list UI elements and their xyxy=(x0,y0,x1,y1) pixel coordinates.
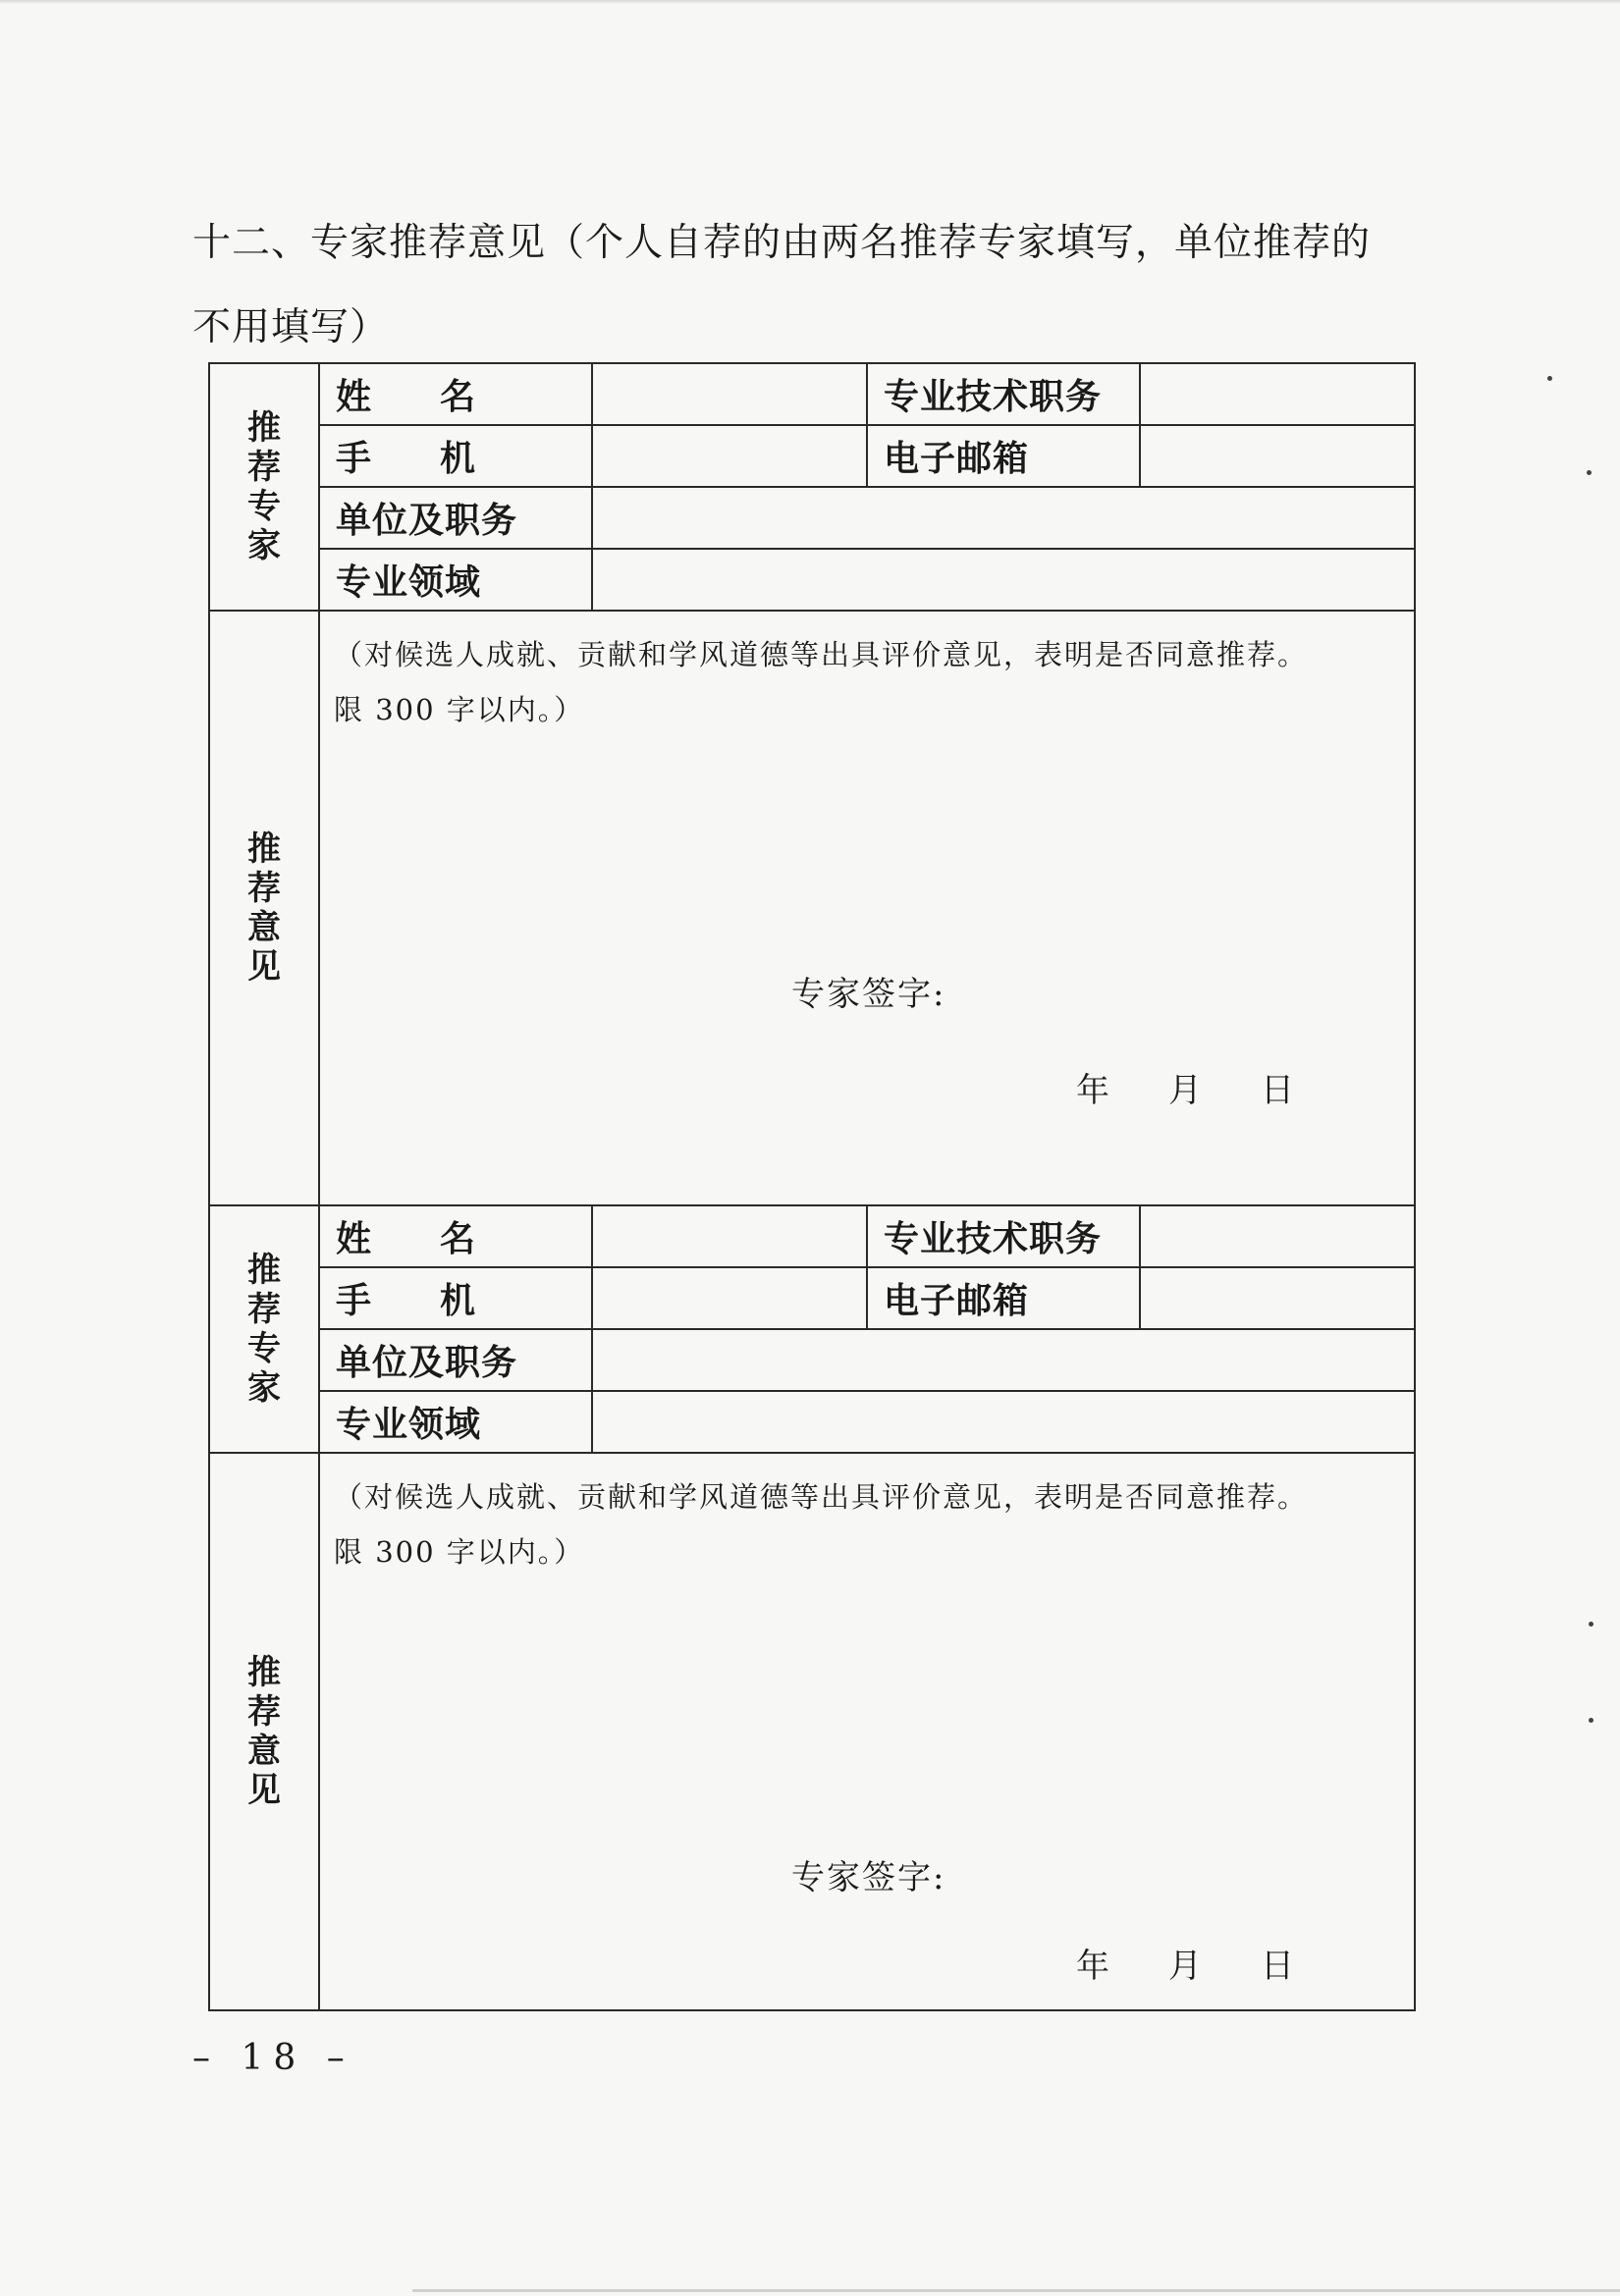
field-field[interactable] xyxy=(592,549,1415,611)
expert-label-cell xyxy=(209,1205,319,1453)
title-label: 专业技术职务 xyxy=(867,363,1140,425)
field-field[interactable] xyxy=(592,1391,1415,1453)
opinion-field[interactable] xyxy=(319,1453,1415,2010)
name-label: 姓名 xyxy=(319,363,592,425)
email-field[interactable] xyxy=(1140,425,1415,487)
month-label: 月 xyxy=(1168,1947,1202,1986)
phone-label: 手机 xyxy=(319,1267,592,1329)
phone-label: 手机 xyxy=(319,425,592,487)
day-label: 日 xyxy=(1261,1947,1294,1986)
unit-label: 单位及职务 xyxy=(319,487,592,549)
unit-field[interactable] xyxy=(592,487,1415,549)
field-label: 专业领域 xyxy=(319,1391,592,1453)
scan-speck xyxy=(1587,470,1592,475)
scan-speck xyxy=(1589,1718,1593,1723)
opinion-label-cell xyxy=(209,611,319,1205)
field-label: 专业领域 xyxy=(319,549,592,611)
signature-label: 专家签字: xyxy=(791,975,946,1014)
phone-field[interactable] xyxy=(592,1267,867,1329)
opinion-hint-line-2: 限 300 字以内。） xyxy=(334,1535,585,1569)
expert-label-cell xyxy=(209,363,319,611)
expert-label: 推荐专家 xyxy=(247,1251,281,1408)
section-heading xyxy=(192,201,1469,370)
name-field[interactable] xyxy=(592,1205,867,1267)
year-label: 年 xyxy=(1076,1071,1109,1110)
signature-label: 专家签字: xyxy=(791,1858,946,1897)
section-heading-line-1: 十二、专家推荐意见（个人自荐的由两名推荐专家填写，单位推荐的 xyxy=(192,221,1372,265)
name-label: 姓名 xyxy=(319,1205,592,1267)
date-line xyxy=(1076,1939,1353,1987)
page-bottom-edge xyxy=(412,2289,1620,2292)
section-heading-line-2: 不用填写） xyxy=(192,305,390,349)
month-label: 月 xyxy=(1168,1071,1202,1110)
day-label: 日 xyxy=(1261,1071,1294,1110)
opinion-hint xyxy=(334,627,1396,737)
opinion-label-cell xyxy=(209,1453,319,2010)
page-top-edge xyxy=(0,0,1620,4)
expert-label: 推荐专家 xyxy=(247,408,281,565)
email-label: 电子邮箱 xyxy=(867,1267,1140,1329)
unit-field[interactable] xyxy=(592,1329,1415,1391)
opinion-hint-line-1: （对候选人成就、贡献和学风道德等出具评价意见，表明是否同意推荐。 xyxy=(334,638,1309,671)
unit-label: 单位及职务 xyxy=(319,1329,592,1391)
opinion-hint-line-2: 限 300 字以内。） xyxy=(334,693,585,726)
email-label: 电子邮箱 xyxy=(867,425,1140,487)
opinion-label: 推荐意见 xyxy=(247,1653,281,1810)
date-line xyxy=(1076,1063,1353,1111)
expert-form-2 xyxy=(208,1204,1416,2011)
name-field[interactable] xyxy=(592,363,867,425)
phone-field[interactable] xyxy=(592,425,867,487)
title-field[interactable] xyxy=(1140,363,1415,425)
title-field[interactable] xyxy=(1140,1205,1415,1267)
scan-speck xyxy=(1547,376,1552,381)
title-label: 专业技术职务 xyxy=(867,1205,1140,1267)
scan-speck xyxy=(1589,1622,1593,1627)
year-label: 年 xyxy=(1076,1947,1109,1986)
opinion-hint-line-1: （对候选人成就、贡献和学风道德等出具评价意见，表明是否同意推荐。 xyxy=(334,1480,1309,1514)
page-number: – 18 – xyxy=(192,2038,354,2078)
opinion-label: 推荐意见 xyxy=(247,829,281,987)
email-field[interactable] xyxy=(1140,1267,1415,1329)
opinion-hint xyxy=(334,1469,1396,1579)
expert-form-1 xyxy=(208,362,1416,1206)
opinion-field[interactable] xyxy=(319,611,1415,1205)
